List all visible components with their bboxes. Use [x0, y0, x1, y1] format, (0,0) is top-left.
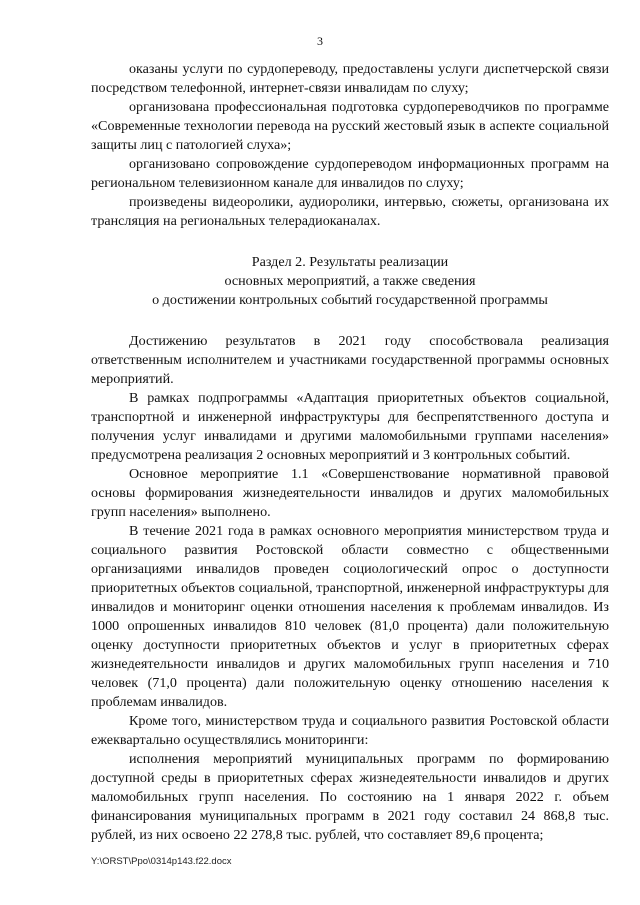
- paragraph: Кроме того, министерством труда и социального развития Ростовской области ежеквартально осуществлялись мониторинги:: [91, 713, 609, 748]
- footer-file-path: Y:\ORST\Ppo\0314p143.f22.docx: [91, 856, 232, 867]
- section-heading-line: основных мероприятий, а также сведения: [224, 273, 476, 289]
- paragraph: В течение 2021 года в рамках основного мероприятия министерством труда и социального развития Ростовской области совместно с общественными организациями инвалидов проведен социологический опрос о доступности приоритетных объектов социальной, транспортной, инженерной инфраструктуры для инвалидов и мониторинг оценки отношения населения к проблемам инвалидов. Из 1000 опрошенных инвалидов 810 человек (81,0 процента) дали положительную оценку доступности приоритетных объектов и услуг в приоритетных сферах жизнедеятельности инвалидов и других маломобильных групп населения и 710 человек (71,0 процента) дали положительную оценку отношению населения к проблемам инвалидов.: [91, 523, 609, 710]
- paragraph: В рамках подпрограммы «Адаптация приоритетных объектов социальной, транспортной и инженерной инфраструктуры для беспрепятственного доступа и получения услуг инвалидами и другими маломобильными группами населения» предусмотрена реализация 2 основных мероприятий и 3 контрольных событий.: [91, 390, 609, 463]
- paragraph: организовано сопровождение сурдопереводом информационных программ на региональном телевизионном канале для инвалидов по слуху;: [91, 156, 609, 191]
- paragraph: Достижению результатов в 2021 году способствовала реализация ответственным исполнителем и участниками государственной программы основных мероприятий.: [91, 333, 609, 387]
- paragraph: исполнения мероприятий муниципальных программ по формированию доступной среды в приоритетных сферах жизнедеятельности инвалидов и других маломобильных групп населения. По состоянию на 1 января 2022 г. объем финансирования муниципальных программ в 2021 году составил 24 868,8 тыс. рублей, из них освоено 22 278,8 тыс. рублей, что составляет 89,6 процента;: [91, 751, 609, 843]
- section-heading-line: о достижении контрольных событий государственной программы: [152, 292, 548, 308]
- paragraph: Основное мероприятие 1.1 «Совершенствование нормативной правовой основы формирования жизнедеятельности инвалидов и других маломобильных групп населения» выполнено.: [91, 466, 609, 520]
- paragraph: организована профессиональная подготовка сурдопереводчиков по программе «Современные технологии перевода на русский жестовый язык в аспекте социальной защиты лиц с патологией слуха»;: [91, 99, 609, 153]
- paragraph: оказаны услуги по сурдопереводу, предоставлены услуги диспетчерской связи посредством телефонной, интернет-связи инвалидам по слуху;: [91, 61, 609, 96]
- paragraph: произведены видеоролики, аудиоролики, интервью, сюжеты, организована их трансляция на региональных телерадиоканалах.: [91, 194, 609, 229]
- page-number: 3: [317, 34, 323, 48]
- section-heading-line: Раздел 2. Результаты реализации: [251, 254, 449, 270]
- section-heading: [91, 253, 609, 310]
- document-body: [91, 60, 609, 845]
